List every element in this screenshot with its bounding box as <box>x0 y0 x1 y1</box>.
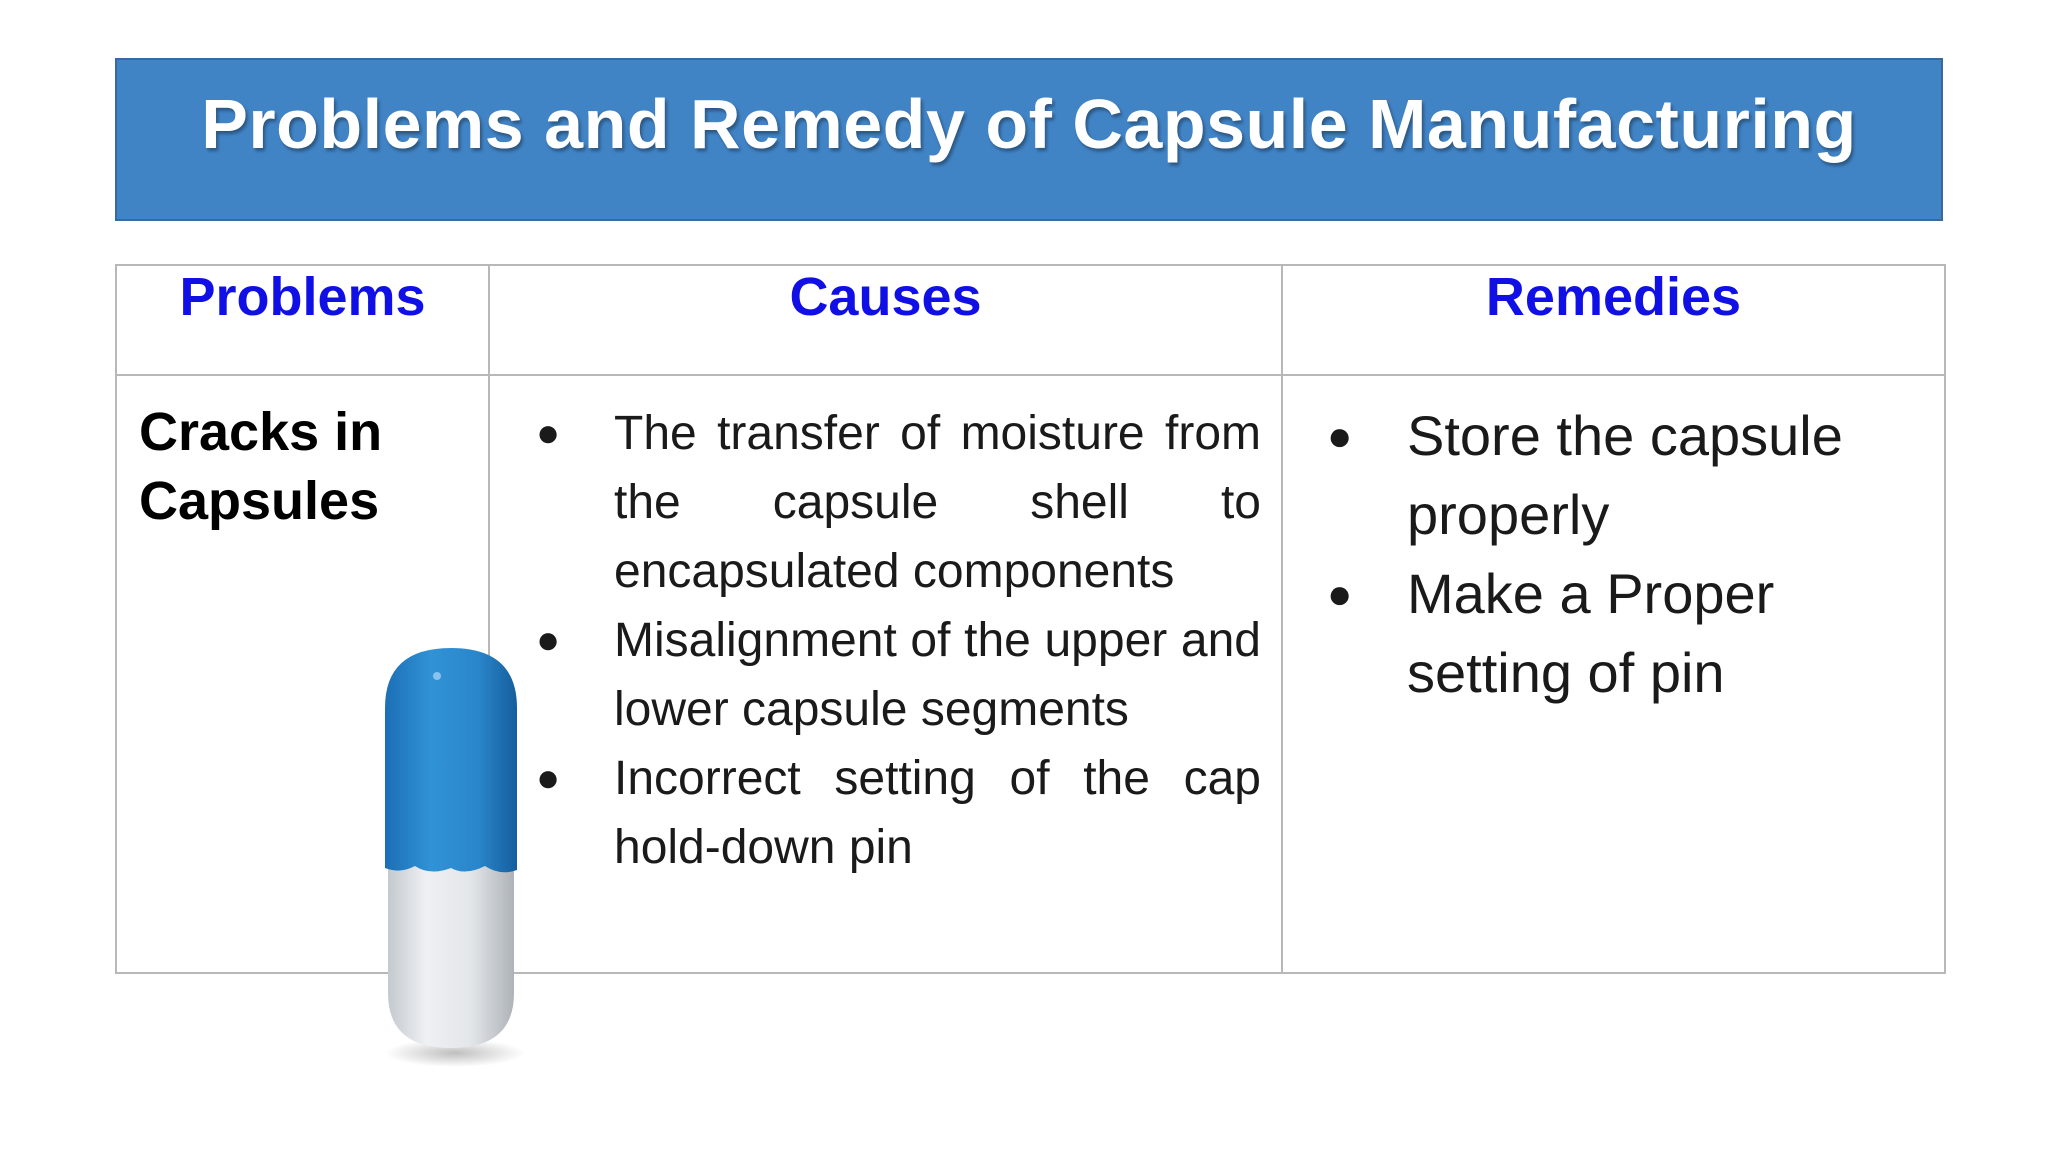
table-row <box>116 375 1945 973</box>
title-banner <box>115 58 1943 221</box>
problems-table <box>115 264 1946 974</box>
list-item <box>490 399 1261 606</box>
remedies-cell <box>1282 375 1945 973</box>
list-item <box>1283 396 1904 554</box>
causes-cell <box>489 375 1282 973</box>
problem-title <box>139 398 382 536</box>
problem-title-line: Cracks in <box>139 402 383 462</box>
cause-text: Incorrect setting of the cap hold-down pin <box>614 752 1261 874</box>
remedies-list <box>1283 376 1944 712</box>
remedy-text: Make a Proper setting of pin <box>1407 562 1775 704</box>
causes-list <box>490 376 1281 882</box>
cause-text: Misalignment of the upper and lower capsule segments <box>614 614 1261 736</box>
header-remedies: Remedies <box>1282 265 1945 375</box>
table-header-row <box>116 265 1945 375</box>
slide-title: Problems and Remedy of Capsule Manufacturing <box>201 84 1857 163</box>
bullet-icon: ● <box>1327 412 1353 459</box>
problem-cell <box>116 375 489 973</box>
header-causes: Causes <box>489 265 1282 375</box>
remedy-text: Store the capsule properly <box>1407 404 1843 546</box>
bullet-icon: ● <box>1327 570 1353 617</box>
header-problems: Problems <box>116 265 489 375</box>
bullet-icon: ● <box>536 756 561 800</box>
list-item <box>490 744 1261 882</box>
bullet-icon: ● <box>536 411 561 455</box>
list-item <box>490 606 1261 744</box>
problem-title-line: Capsules <box>139 471 380 531</box>
list-item <box>1283 554 1904 712</box>
cause-text: The transfer of moisture from the capsule shell to encapsulated components <box>614 407 1261 598</box>
bullet-icon: ● <box>536 618 561 662</box>
